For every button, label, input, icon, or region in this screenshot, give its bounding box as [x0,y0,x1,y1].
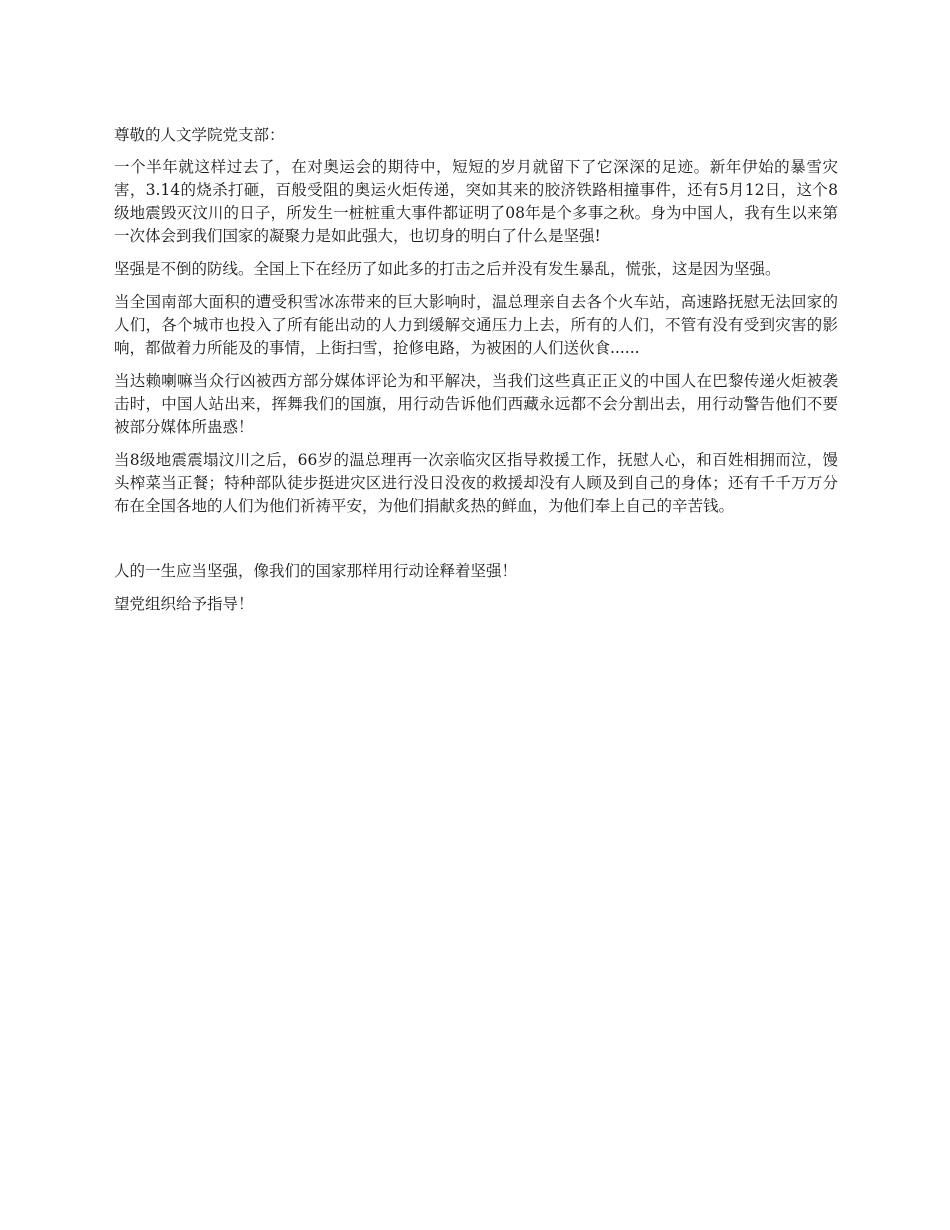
closing-paragraph: 人的一生应当坚强，像我们的国家那样用行动诠释着坚强！ [114,562,518,580]
paragraph-intro: 一个半年就这样过去了，在对奥运会的期待中，短短的岁月就留下了它深深的足迹。新年伊始的暴雪灾害，3.14的烧杀打砸，百般受阻的奥运火炬传递，突如其来的胶济铁路相撞事件，还有5月12日，这个8级地震毁灭汶川的日子，所发生一桩桩重大事件都证明了08年是个多事之秋。身为中国人，我有生以来第一次体会到我们国家的凝聚力是如此强大，也切身的明白了什么是坚强! [114,158,838,245]
salutation: 尊敬的人文学院党支部： [114,126,285,144]
blank-spacer [114,528,838,560]
paragraph-strength-defense: 坚强是不倒的防线。全国上下在经历了如此多的打击之后并没有发生暴乱，慌张，这是因为坚强。 [114,260,781,278]
paragraph-torch-relay: 当达赖喇嘛当众行凶被西方部分媒体评论为和平解决，当我们这些真正正义的中国人在巴黎传递火炬被袭击时，中国人站出来，挥舞我们的国旗，用行动告诉他们西藏永远都不会分割出去，用行动警告他们不要被部分媒体所蛊惑！ [114,372,838,436]
paragraph-earthquake: 当8级地震震塌汶川之后，66岁的温总理再一次亲临灾区指导救援工作，抚慰人心，和百姓相拥而泣，馒头榨菜当正餐；特种部队徒步挺进灾区进行没日没夜的救援却没有人顾及到自己的身体；还有千千万万分布在全国各地的人们为他们祈祷平安，为他们捐献炙热的鲜血，为他们奉上自己的辛苦钱。 [114,451,838,515]
paragraph-snow-disaster: 当全国南部大面积的遭受积雪冰冻带来的巨大影响时，温总理亲自去各个火车站，高速路抚慰无法回家的人们，各个城市也投入了所有能出动的人力到缓解交通压力上去，所有的人们，不管有没有受到灾害的影响，都做着力所能及的事情，上街扫雪，抢修电路，为被困的人们送伙食...... [114,293,838,357]
closing-request: 望党组织给予指导！ [114,595,254,613]
letter-body [114,124,838,626]
